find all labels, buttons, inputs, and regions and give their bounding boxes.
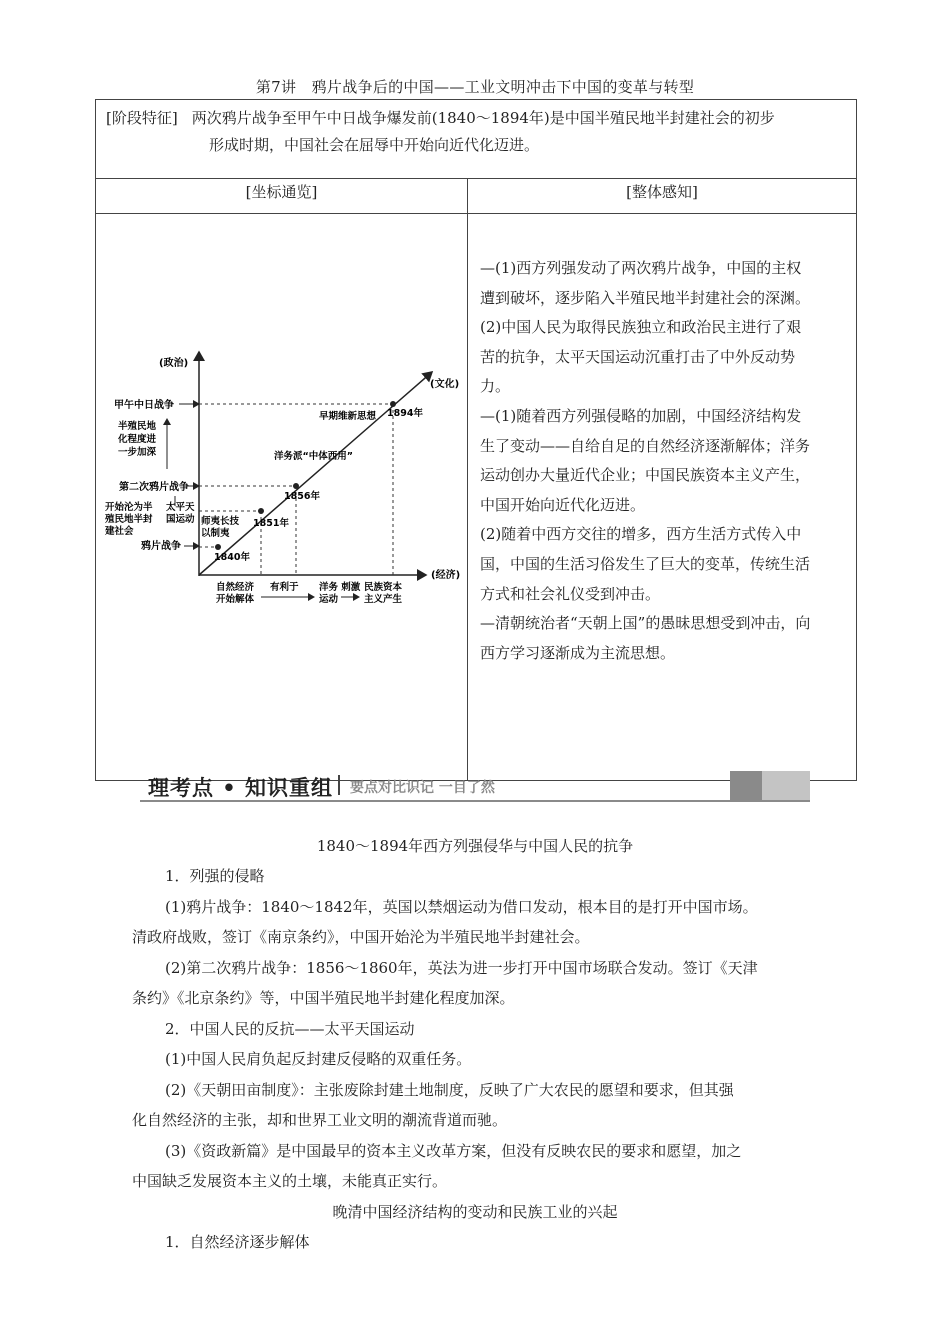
perception-line: 方式和社会礼仪受到冲击。 [480, 584, 661, 603]
overview-table [95, 99, 857, 781]
banner-subtitle: 要点对比识记 一目了然 [350, 780, 495, 796]
y-note-upper-2: 化程度进 [118, 434, 157, 445]
coordinate-diagram [96, 214, 468, 740]
x-item-1-1: 自然经济 [216, 582, 255, 593]
y-note-upper-3: 一步加深 [118, 447, 157, 458]
section-banner [140, 770, 810, 802]
item-1-heading: 1．列强的侵略 [165, 867, 265, 885]
point-1840 [215, 544, 221, 550]
point-1894 [390, 401, 396, 407]
coordinate-diagram-cell [96, 214, 468, 781]
stage-feature-line2: 形成时期，中国社会在屈辱中开始向近代化迈进。 [209, 136, 540, 154]
item-1-2b: 条约》《北京条约》等，中国半殖民地半封建化程度加深。 [132, 989, 515, 1007]
y-event-opium-war: 鸦片战争 [141, 541, 181, 552]
stage-feature-label: [阶段特征] [106, 109, 178, 127]
section-title-2: 晚清中国经济结构的变动和民族工业的兴起 [332, 1203, 618, 1221]
y-event-second-opium-war: 第二次鸦片战争 [119, 482, 189, 493]
culture-axis [199, 372, 432, 575]
x-item-3-2: 运动 [319, 594, 339, 605]
perception-line: 生了变动——自给自足的自然经济逐渐解体；洋务 [480, 436, 811, 455]
y-note-lower-a-2: 殖民地半封 [105, 514, 153, 525]
y-event-sino-japanese-war: 甲午中日战争 [114, 400, 174, 411]
x-item-4-2: 主义产生 [364, 594, 403, 605]
note-1851-1: 师夷长技 [201, 516, 240, 527]
y-note-lower-a-3: 建社会 [105, 526, 134, 537]
perception-line: —清朝统治者“天朝上国”的愚昧思想受到冲击，向 [480, 614, 811, 633]
y-note-lower-b-1: 太平天 [166, 502, 195, 513]
x-item-2: 有利于 [270, 582, 299, 593]
x-item-3-1: 洋务 刺激 [319, 582, 361, 593]
note-1856: 洋务派“中体西用” [274, 451, 353, 462]
perception-line: 运动创办大量近代企业；中国民族资本主义产生， [480, 466, 811, 485]
y-note-lower-a-1: 开始沦为半 [105, 502, 153, 513]
item-1-2a: (2)第二次鸦片战争：1856～1860年，英法为进一步打开中国市场联合发动。签订《天津 [165, 959, 758, 977]
item-3-heading: 1．自然经济逐步解体 [165, 1233, 310, 1251]
banner-divider [338, 775, 340, 795]
y-note-lower-b-2: 国运动 [166, 514, 195, 525]
year-1840: 1840年 [214, 552, 250, 563]
perception-line: —(1)随着西方列强侵略的加剧，中国经济结构发 [480, 406, 802, 425]
y-axis-label: (政治) [159, 358, 189, 369]
section-title-1: 1840～1894年西方列强侵华与中国人民的抗争 [316, 837, 634, 855]
perception-line: 苦的抗争，太平天国运动沉重打击了中外反动势 [480, 347, 796, 366]
perception-line: 国，中国的生活习俗发生了巨大的变革，传统生活 [480, 554, 811, 573]
point-1851 [258, 508, 264, 514]
banner-title: 理考点 • 知识重组 [148, 776, 334, 800]
banner-dark-block [730, 771, 762, 800]
y-note-upper-1: 半殖民地 [118, 421, 157, 432]
perception-line: 西方学习逐渐成为主流思想。 [480, 643, 676, 662]
x-item-1-2: 开始解体 [216, 594, 255, 605]
perception-line: 中国开始向近代化迈进。 [480, 495, 646, 514]
item-2-2a: (2)《天朝田亩制度》：主张废除封建土地制度，反映了广大农民的愿望和要求，但其强 [165, 1081, 734, 1099]
banner-underline [140, 800, 810, 802]
item-2-heading: 2．中国人民的反抗——太平天国运动 [165, 1020, 415, 1038]
banner-light-block [762, 771, 810, 800]
item-2-3a: (3)《资政新篇》是中国最早的资本主义改革方案，但没有反映农民的要求和愿望，加之 [165, 1142, 742, 1160]
perception-line: 力。 [480, 377, 511, 396]
x-axis-label: (经济) [431, 570, 461, 581]
stage-feature-line1: 两次鸦片战争至甲午中日战争爆发前(1840～1894年)是中国半殖民地半封建社会的初步 [191, 109, 775, 127]
perception-line: (2)中国人民为取得民族独立和政治民主进行了艰 [480, 318, 802, 337]
year-1851: 1851年 [253, 518, 289, 529]
item-2-2b: 化自然经济的主张，却和世界工业文明的潮流背道而驰。 [132, 1111, 508, 1129]
item-2-1: (1)中国人民肩负起反封建反侵略的双重任务。 [165, 1050, 472, 1068]
page-title: 第7讲 鸦片战争后的中国——工业文明冲击下中国的变革与转型 [255, 78, 695, 96]
overall-perception-header: [整体感知] [468, 179, 857, 214]
culture-label: (文化) [430, 379, 460, 390]
year-1856: 1856年 [284, 491, 320, 502]
item-1-1b: 清政府战败，签订《南京条约》，中国开始沦为半殖民地半封建社会。 [132, 928, 590, 946]
year-1894: 1894年 [387, 408, 423, 419]
point-1856 [293, 483, 299, 489]
stage-feature-cell [96, 100, 857, 179]
item-2-3b: 中国缺乏发展资本主义的土壤，未能真正实行。 [132, 1172, 448, 1190]
x-item-4-1: 民族资本 [364, 582, 403, 593]
perception-line: (2)随着中西方交往的增多，西方生活方式传入中 [480, 525, 802, 544]
note-1894: 早期维新思想 [319, 411, 377, 422]
note-1851-2: 以制夷 [201, 528, 230, 539]
coordinate-overview-header: [坐标通览] [96, 179, 468, 214]
perception-line: 遭到破坏，逐步陷入半殖民地半封建社会的深渊。 [480, 288, 811, 307]
perception-line: —(1)西方列强发动了两次鸦片战争，中国的主权 [480, 259, 802, 277]
item-1-1a: (1)鸦片战争：1840～1842年，英国以禁烟运动为借口发动，根本目的是打开中国市场。 [165, 898, 758, 916]
overall-perception-cell [468, 214, 857, 781]
